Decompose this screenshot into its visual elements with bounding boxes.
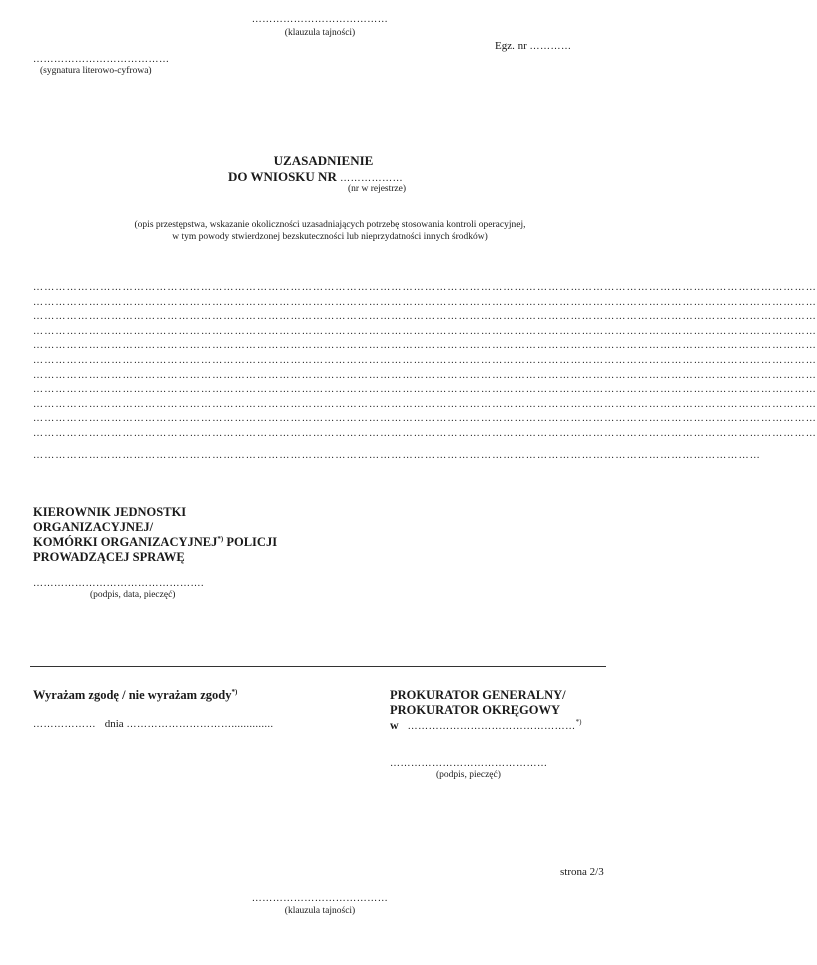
document-title: UZASADNIENIE	[273, 153, 374, 168]
request-number-line	[228, 169, 403, 185]
footnote-marker: *)	[217, 534, 224, 543]
prosecutor-in-dots: …………………………………………	[407, 721, 576, 732]
copy-label: Egz. nr	[495, 40, 527, 52]
footer-clause-label: (klauzula tajności)	[284, 906, 356, 916]
body-line: …………………………………………………………………………………………………………………………………………………………………………………………	[33, 311, 817, 322]
head-of-unit-sign-dots: ………………………………………….	[33, 578, 204, 589]
head-of-unit-line-1: KIEROWNIK JEDNOSTKI	[33, 505, 187, 519]
section-divider	[30, 666, 606, 667]
copy-number	[495, 40, 572, 52]
prosecutor-line-1: PROKURATOR GENERALNY/	[390, 688, 566, 702]
consent-day-label: dnia	[104, 718, 124, 730]
header-clause-dots: …………………………………	[251, 14, 389, 25]
header-clause-label: (klauzula tajności)	[284, 28, 356, 38]
body-line: …………………………………………………………………………………………………………………………………………………………………………………………	[33, 413, 817, 424]
footnote-marker: *)	[575, 718, 582, 726]
prosecutor-sign-dots: ………………………………………	[390, 758, 548, 769]
prosecutor-location-line	[390, 718, 582, 733]
footer-clause-dots: …………………………………	[251, 893, 389, 904]
instructions-line-1: (opis przestępstwa, wskazanie okoliczności uzasadniających potrzebę stosowania kontroli operacyjnej,	[134, 220, 526, 230]
copy-dots: …………	[529, 41, 572, 52]
signature-code-label: (sygnatura literowo-cyfrowa)	[40, 66, 152, 76]
request-number-label: DO WNIOSKU NR	[228, 169, 337, 184]
body-line: …………………………………………………………………………………………………………………………………………………………………………………………	[33, 326, 817, 337]
body-line: …………………………………………………………………………………………………………………………………………………………………………………………	[33, 384, 817, 395]
body-line: …………………………………………………………………………………………………………………………………………………………………………………………	[33, 297, 817, 308]
prosecutor-in-label: w	[390, 718, 399, 732]
body-line: …………………………………………………………………………………………………………………………………………………………………………………………	[33, 399, 817, 410]
consent-line	[33, 688, 237, 703]
prosecutor-sign-label: (podpis, pieczęć)	[436, 770, 501, 780]
consent-place-dots: ………………	[33, 719, 96, 730]
body-line: …………………………………………………………………………………………………………………………………………………………………………………………	[33, 340, 817, 351]
signature-code-dots: …………………………………	[33, 54, 170, 65]
request-number-dots: ………………	[340, 173, 404, 184]
register-label: (nr w rejestrze)	[348, 184, 407, 194]
body-line: …………………………………………………………………………………………………………………………………………………………………………………………	[33, 370, 817, 381]
body-line: ……………………………………………………………………………………………………………………………………………………………………………	[33, 450, 761, 461]
head-of-unit-sign-label: (podpis, data, pieczęć)	[90, 590, 176, 600]
head-of-unit-line-2: ORGANIZACYJNEJ/	[33, 520, 154, 534]
consent-day-dots: …………………………..............	[126, 719, 274, 730]
footnote-marker: *)	[231, 687, 238, 696]
instructions-line-2: w tym powody stwierdzonej bezskuteczności lub nieprzydatności innych środków)	[172, 232, 488, 242]
page-number: strona 2/3	[560, 866, 604, 878]
head-of-unit-line-4: PROWADZĄCEJ SPRAWĘ	[33, 550, 185, 564]
consent-date-line	[33, 718, 273, 730]
body-line: …………………………………………………………………………………………………………………………………………………………………………………………	[33, 355, 817, 366]
head-of-unit-line-3a: KOMÓRKI ORGANIZACYJNEJ	[33, 535, 218, 549]
head-of-unit-line-3b: POLICJI	[223, 535, 278, 549]
body-line: …………………………………………………………………………………………………………………………………………………………………………………………	[33, 428, 817, 439]
consent-label: Wyrażam zgodę / nie wyrażam zgody	[33, 688, 232, 702]
head-of-unit-line-3	[33, 535, 277, 550]
prosecutor-line-2: PROKURATOR OKRĘGOWY	[390, 703, 561, 717]
body-line: …………………………………………………………………………………………………………………………………………………………………………………………	[33, 282, 817, 293]
